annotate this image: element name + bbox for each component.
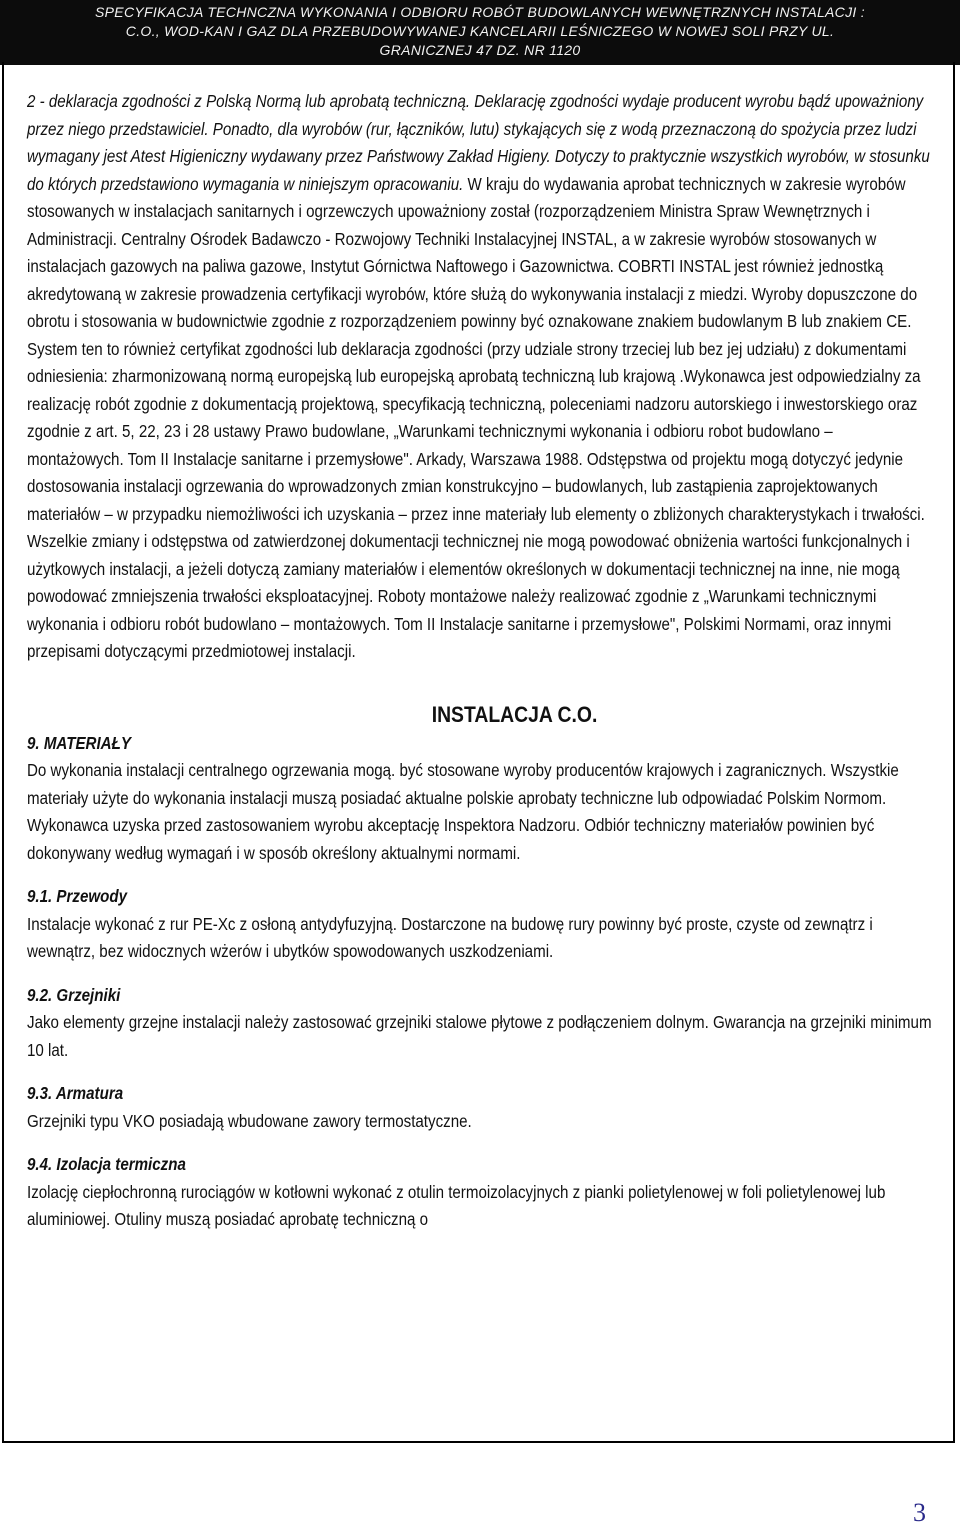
spacer — [27, 1064, 932, 1080]
section-grzejniki — [27, 982, 932, 1065]
section-title: INSTALACJA C.O. — [431, 701, 598, 727]
header-line-1: SPECYFIKACJA TECHNCZNA WYKONANIA I ODBIORU ROBÓT BUDOWLANYCH WEWNĘTRZNYCH INSTALACJI : — [95, 4, 865, 20]
spacer — [27, 867, 932, 883]
section-heading: 9. MATERIAŁY — [27, 732, 131, 753]
spacer — [27, 1135, 932, 1151]
intro-normal-text: W kraju do wydawania aprobat technicznych w zakresie wyrobów stosowanych w instalacjach sanitarnych i ogrzewczych upoważniony został (rozporządzeniem Ministra Spraw Wewnętrznych i Administracji. Centralny Ośrodek Badawczo - Rozwojowy Techniki Instalacyjnej INSTAL, a w zakresie wyrobów stosowanych w instalacjach gazowych na paliwa gazowe, Instytut Górnictwa Naftowego i Gazownictwa. COBRTI INSTAL jest również jednostką akredytowaną w zakresie prowadzenia certyfikacji wyrobów, które służą do wykonywania instalacji z miedzi. Wyroby dopuszczone do obrotu i stosowania w budownictwie zgodnie z rozporządzeniem powinny być oznakowane znakiem budowlanym B lub znakiem CE. System ten to również certyfikat zgodności lub deklaracja zgodności (przy udziale strony trzeciej lub bez jej udziału) z dokumentami odniesienia: zharmonizowaną normą europejską lub europejską aprobatą techniczną lub krajową .Wykonawca jest odpowiedzialny za realizację robót zgodnie z dokumentacją projektową, specyfikacją techniczną, poleceniami nadzoru autorskiego i inwestorskiego oraz zgodnie z art. 5, 22, 23 i 28 ustawy Prawo budowlane, „Warunkami technicznymi wykonania i odbioru robot budowlano – montażowych. Tom II Instalacje sanitarne i przemysłowe". Arkady, Warszawa 1988. Odstępstwa od projektu mogą dotyczyć jedynie dostosowania instalacji ogrzewania do wprowadzonych zmian konstrukcyjno – budowlanych, lub zastąpienia zaprojektowanych materiałów – w przypadku niemożliwości ich uzyskania – przez inne materiały lub elementy o zbliżonych charakterystykach i trwałości. Wszelkie zmiany i odstępstwa od zatwierdzonej dokumentacji technicznej nie mogą powodować obniżenia wartości funkcjonalnych i użytkowych instalacji, a jeżeli dotyczą zamiany materiałów i elementów określonych w dokumentacji technicznej na inne, nie mogą powodować zmniejszenia trwałości eksploatacyjnej. Roboty montażowe należy realizować zgodnie z „Warunkami technicznymi wykonania i odbioru robót budowlano – montażowych. Tom II Instalacje sanitarne i przemysłowe", Polskimi Normami, oraz innymi przepisami dotyczącymi przedmiotowej instalacji. — [27, 173, 925, 661]
intro-paragraph — [27, 88, 932, 666]
section-heading: 9.2. Grzejniki — [27, 984, 121, 1005]
section-heading: 9.3. Armatura — [27, 1083, 124, 1103]
document-header — [0, 0, 960, 65]
section-izolacja — [27, 1151, 932, 1234]
section-text: Instalacje wykonać z rur PE-Xc z osłoną antydyfuzyjną. Dostarczone na budowę rury powinny być proste, czyste od zewnątrz i wewnątrz, bez widocznych wżerów i ubytków spowodowanych uszkodzeniami. — [27, 913, 873, 961]
document-body — [27, 88, 932, 1234]
section-text: Izolację ciepłochronną rurociągów w kotłowni wykonać z otulin termoizolacyjnych z pianki polietylenowej w foli polietylenowej lub aluminiowej. Otuliny muszą posiadać aprobatę techniczną o — [27, 1181, 886, 1229]
section-text: Do wykonania instalacji centralnego ogrzewania mogą. być stosowane wyroby producentów krajowych i zagranicznych. Wszystkie materiały użyte do wykonania instalacji muszą posiadać aktualne polskie aprobaty techniczne lub odpowiadać Polskim Normom. Wykonawca uzyska przed zastosowaniem wyrobu akceptację Inspektora Nadzoru. Odbiór techniczny materiałów powinien być dokonywany według wymagań i w sposób określony aktualnymi normami. — [27, 760, 899, 863]
section-text: Grzejniki typu VKO posiadają wbudowane zawory termostatyczne. — [27, 1110, 472, 1131]
section-heading: 9.4. Izolacja termiczna — [27, 1154, 186, 1174]
section-armatura — [27, 1080, 932, 1135]
section-materialy — [27, 730, 932, 868]
intro-italic-text: 2 - deklaracja zgodności z Polską Normą lub aprobatą techniczną. Deklarację zgodności wydaje producent wyrobu bądź upoważniony przez niego przedstawiciel. Ponadto, dla wyrobów (rur, łączników, lutu) stykających się z wodą przeznaczoną do spożycia przez ludzi wymagany jest Atest Higieniczny wydawany przez Państwowy Zakład Higieny. Dotyczy to praktycznie wszystkich wyrobów, w stosunku do których przedstawiono wymagania w niniejszym opracowaniu. — [27, 91, 930, 194]
spacer — [27, 966, 932, 982]
section-heading: 9.1. Przewody — [27, 886, 128, 906]
section-text: Jako elementy grzejne instalacji należy zastosować grzejniki stalowe płytowe z podłączeniem dolnym. Gwarancja na grzejniki minimum 10 lat. — [27, 1012, 932, 1060]
header-line-2: C.O., WOD-KAN I GAZ DLA PRZEBUDOWYWANEJ KANCELARII LEŚNICZEGO W NOWEJ SOLI PRZY UL. — [125, 23, 835, 39]
page-number: 3 — [913, 1498, 926, 1527]
section-przewody — [27, 883, 932, 966]
header-line-3: GRANICZNEJ 47 DZ. NR 1120 — [379, 42, 581, 58]
